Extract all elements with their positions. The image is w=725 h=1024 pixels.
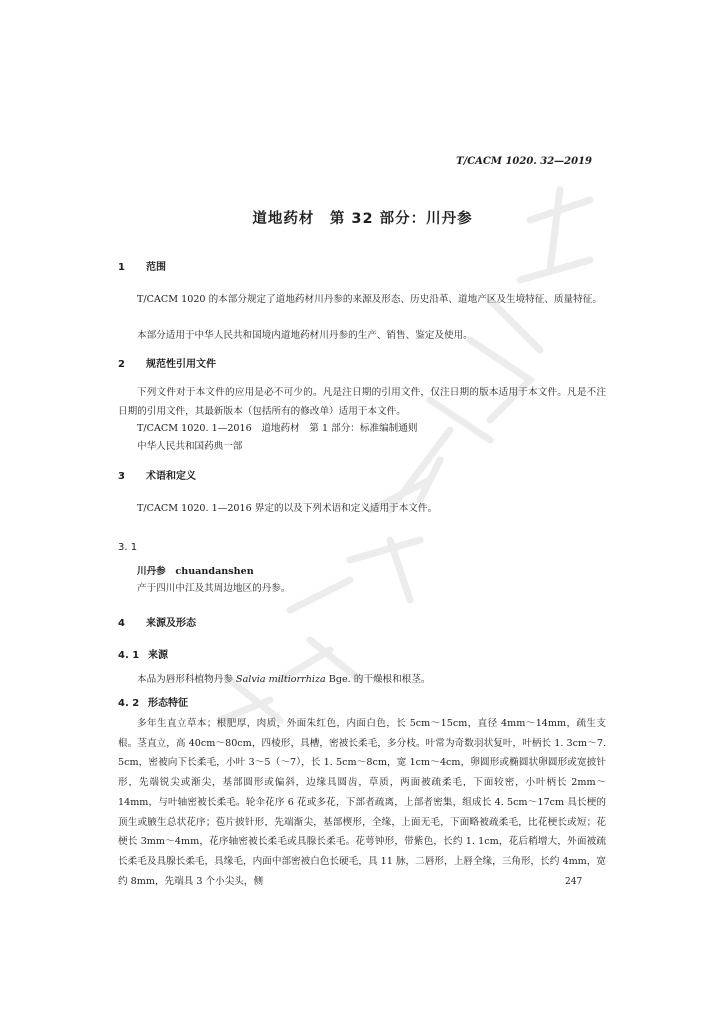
section-number: 3 (118, 471, 125, 482)
section-number: 4 (118, 618, 125, 629)
morphology-paragraph: 多年生直立草本；根肥厚，肉质，外面朱红色，内面白色，长 5cm～15cm，直径 4mm～14mm，疏生支根。茎直立，高 40cm～80cm，四棱形，具槽，密被长柔毛，多分枝。叶常为奇数羽状复叶，叶柄长 1. 3cm～7. 5cm，密被向下长柔毛，小叶 3～5（～7），长 1. 5cm～8cm，宽 1cm～4cm，卵圆形或椭圆状卵圆形或宽披针形，先端锐尖或渐尖，基部圆形或偏斜，边缘具圆齿，草质，两面被疏柔毛，下面较密，小叶柄长 2mm～14mm，与叶轴密被长柔毛。轮伞花序 6 花或多花，下部者疏离，上部者密集，组成长 4. 5cm～17cm 具长梗的顶生或腋生总状花序；苞片披针形，先端渐尖，基部楔形，全缘，上面无毛，下面略被疏柔毛，比花梗长或短；花梗长 3mm～4mm，花序轴密被长柔毛或具腺长柔毛。花萼钟形，带紫色，长约 1. 1cm，花后稍增大，外面被疏长柔毛及具腺长柔毛，具缘毛，内面中部密被白色长硬毛，具 11 脉，二唇形，上唇全缘，三角形，长约 4mm，宽约 8mm，先端具 3 个小尖头，侧 (118, 718, 606, 887)
section-title: 术语和定义 (146, 471, 196, 482)
section-2-heading (118, 355, 216, 370)
source-text (137, 671, 431, 685)
section-1-heading (118, 258, 166, 273)
subsection-title: 形态特征 (148, 698, 188, 709)
source-text-b: Bge. 的干燥根和根茎。 (325, 674, 431, 685)
standard-number: T/CACM 1020. 32—2019 (456, 156, 592, 167)
section-title: 来源及形态 (146, 618, 196, 629)
section-title: 规范性引用文件 (146, 359, 216, 370)
section-4-heading (118, 614, 196, 629)
section-2-paragraph: 下列文件对于本文件的应用是必不可少的。凡是注日期的引用文件，仅注日期的版本适用于本文件。凡是不注日期的引用文件，其最新版本（包括所有的修改单）适用于本文件。 (118, 387, 606, 417)
source-text-a: 本品为唇形科植物丹参 (137, 674, 236, 685)
section-4-2-heading (118, 694, 188, 709)
subsection-title: 来源 (148, 650, 168, 661)
section-1-paragraph: T/CACM 1020 的本部分规定了道地药材川丹参的来源及形态、历史沿革、道地产区及生境特征、质量特征。 (137, 294, 602, 305)
section-number: 2 (118, 359, 125, 370)
section-3-paragraph: T/CACM 1020. 1—2016 界定的以及下列术语和定义适用于本文件。 (137, 503, 438, 514)
section-title: 范围 (146, 262, 166, 273)
reference-2: 中华人民共和国药典一部 (137, 441, 243, 452)
subsection-number: 4. 1 (118, 650, 140, 661)
page-number: 247 (565, 877, 583, 887)
section-number: 1 (118, 262, 125, 273)
section-1-paragraph-2: 本部分适用于中华人民共和国境内道地药材川丹参的生产、销售、鉴定及使用。 (137, 330, 473, 341)
term-definition: 产于四川中江及其周边地区的丹参。 (137, 583, 291, 594)
subsection-number: 4. 2 (118, 698, 140, 709)
term-name: 川丹参 chuandanshen (137, 566, 254, 577)
latin-name: Salvia miltiorrhiza (236, 674, 326, 685)
document-title: 道地药材 第 32 部分：川丹参 (252, 211, 473, 227)
section-4-1-heading (118, 646, 168, 661)
term-number: 3. 1 (118, 542, 138, 553)
reference-1: T/CACM 1020. 1—2016 道地药材 第 1 部分：标准编制通则 (137, 423, 418, 434)
watermark (190, 180, 610, 740)
section-3-heading (118, 467, 196, 482)
